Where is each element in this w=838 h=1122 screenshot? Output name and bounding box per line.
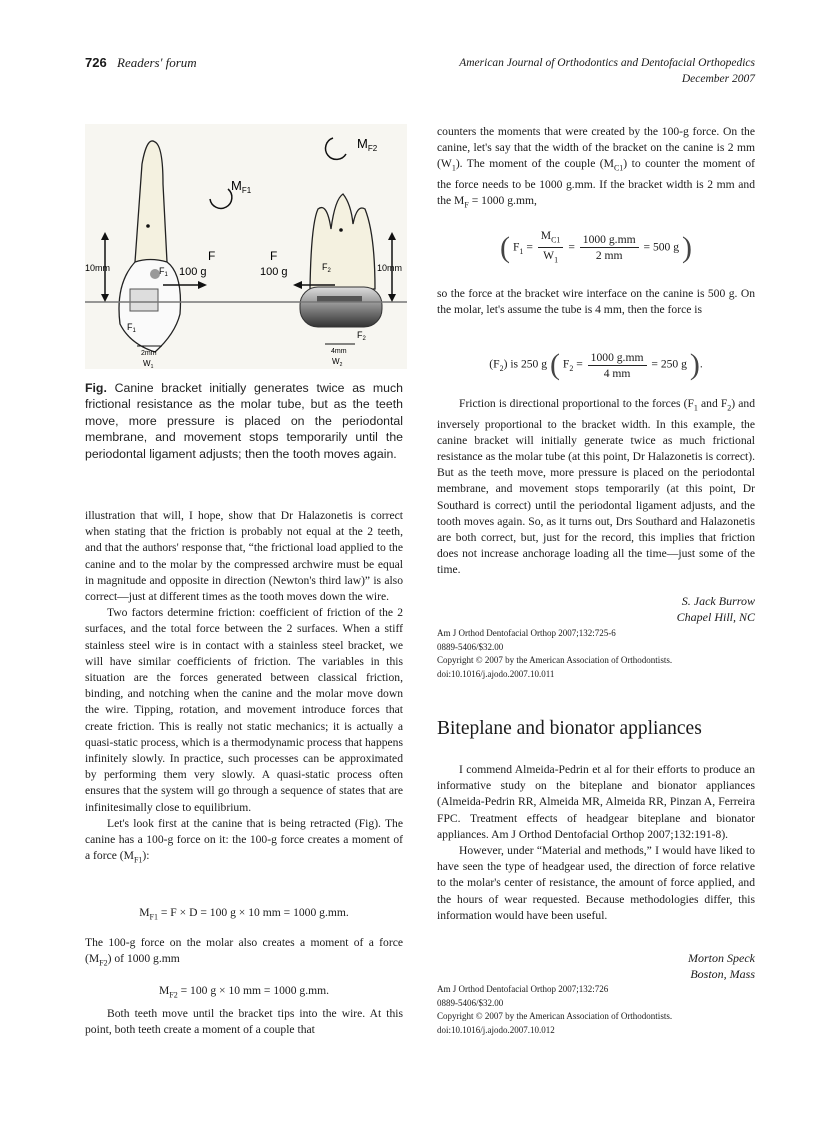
paragraph	[437, 286, 755, 318]
author-name: S. Jack Burrow	[681, 594, 755, 608]
force-label-right: F	[270, 249, 278, 263]
fraction	[538, 228, 564, 268]
f1-top-label: $F_1$	[159, 266, 168, 278]
subscript: F1	[149, 912, 158, 922]
eq-term: W	[543, 249, 555, 263]
text-run: = 1000 g.mm,	[468, 194, 537, 208]
eq-sign: =	[576, 357, 583, 371]
force-label-left: F	[208, 249, 216, 263]
citation-block-1	[437, 627, 755, 681]
eq-term: ) is 250 g	[503, 357, 548, 371]
issue-date: December 2007	[681, 73, 755, 85]
text-run: Both teeth move until the bracket tips into the wire. At this point, both teeth create a moment of a couple that	[85, 1007, 403, 1037]
w2-value: 4mm	[331, 348, 347, 355]
citation-line: Copyright © 2007 by the American Association of Orthodontists.	[437, 655, 673, 665]
fraction	[588, 350, 647, 381]
molar-tube-slot	[317, 296, 362, 302]
f2-bottom-label: $F_2$	[357, 330, 366, 342]
paragraph	[437, 762, 755, 843]
text-run: Friction is directional proportional to the forces (F	[459, 397, 694, 410]
eq-term: (F	[489, 357, 500, 371]
numerator: 1000 g.mm	[580, 232, 639, 248]
paragraph	[437, 843, 755, 924]
f1-bottom-label: $F_1$	[127, 322, 136, 334]
citation-line: doi:10.1016/j.ajodo.2007.10.012	[437, 1024, 555, 1035]
text-run: M	[158, 984, 170, 997]
text-run: M	[139, 906, 150, 919]
molar-crown-tube	[300, 287, 382, 327]
citation-line: Am J Orthod Dentofacial Orthop 2007;132:725-6	[437, 628, 616, 638]
subscript: 1	[451, 163, 456, 173]
section-title: Readers' forum	[117, 55, 197, 70]
canine-center-dot	[146, 224, 150, 228]
fraction	[580, 232, 639, 263]
eq-term: F	[512, 240, 520, 254]
citation-line: Copyright © 2007 by the American Association of Orthodontists.	[437, 1011, 673, 1021]
journal-header	[459, 55, 755, 87]
author-signature-1	[437, 593, 755, 625]
paragraph	[437, 396, 755, 579]
eq-term: F	[562, 357, 570, 371]
text-run: = 100 g × 10 mm = 1000 g.mm.	[177, 984, 330, 997]
f2-top-label: $F_2$	[322, 262, 331, 274]
text-run: ) of 1000 g.mm	[107, 952, 180, 966]
w1-value: 2mm	[141, 350, 157, 357]
eq-sign: =	[526, 240, 533, 254]
author-location: Chapel Hill, NC	[676, 610, 755, 624]
eq-sub: 2	[499, 363, 504, 373]
caption-text: Canine bracket initially generates twice as much frictional resistance as the molar tube, but as the teeth move, more pressure is placed on the periodontal membrane, and movement stops temporarily until the periodontal ligament adjusts; then the tooth moves again.	[85, 381, 403, 461]
text-run: I commend Almeida-Pedrin et al for their efforts to produce an informative study on the biteplane and bionator appliances (Almeida-Pedrin RR, Almeida MR, Almeida RR, Pinzan A, Ferreira FPC. Treatment effects of headgear biteplane and bionator appliances. Am J Orthod Dentofacial Orthop 2007;132:191-8).	[437, 763, 755, 841]
text-run: The 100-g force on the molar also creates a moment of a force (M	[85, 936, 403, 966]
eq-sign: =	[568, 240, 575, 254]
numerator: 1000 g.mm	[588, 350, 647, 366]
text-run: ). The moment of the couple (M	[455, 157, 614, 171]
text-run: However, under “Material and methods,” I would have liked to have seen the type of headgear used, the direction of force relative to the molar's center of resistance, the amount of force applied, and the hours of wear requested. Because methodologies differ, this information would have been useful.	[437, 844, 755, 922]
caption-label: Fig.	[85, 381, 107, 395]
equation-mf1	[85, 906, 403, 921]
paragraph	[85, 605, 403, 816]
distance-label-right: 10mm	[377, 263, 403, 273]
text-run: Two factors determine friction: coefficient of friction of the 2 surfaces, and the total force between the 2 surfaces. When a stiff stainless steel wire is in contact with a stainless steel bracket, we will have similar coefficients of friction. The variables in this situation are the forces generated between classical friction, binding, and notching when the canine and the molar move down the wire. Tipping, rotation, and movement introduce forces that create friction. This is really not static mechanics; it is actually a quasi-static process, which is a thermodynamic process that happens infinitely slowly. In practice, such processes can be approximated by performing them very slowly. A quasi-static process often ensures that the system will go through a sequence of states that are infinitesimally close to equilibrium.	[85, 606, 403, 814]
eq-sub: C1	[551, 235, 561, 245]
force-value-right: 100 g	[260, 266, 288, 278]
equation-f1: ( $F_1$ = $\frac{M_{C1}}{W_1}$ = $\frac{1000 g.mm}{2 mm}$ = 500 g )	[437, 228, 755, 268]
text-run: Let's look first at the canine that is being retracted (Fig). The canine has a 100-g force on it: the 100-g force creates a moment of a force (M	[85, 816, 403, 863]
page-number: 726	[85, 55, 107, 70]
eq-sub: 1	[519, 246, 524, 256]
eq-result: = 250 g	[651, 357, 687, 371]
eq-sub: 1	[554, 255, 559, 265]
eq-term: .	[699, 357, 703, 371]
text-run: = F × D = 100 g × 10 mm = 1000 g.mm.	[157, 906, 349, 919]
text-run: counters the moments that were created by the 100-g force. On the canine, let's say that the width of the bracket on the canine is 2 mm (W	[437, 125, 755, 171]
denominator: 2 mm	[595, 249, 623, 263]
mf2-label: $M_{F2}$	[357, 136, 378, 153]
letter-body	[437, 762, 755, 924]
paragraph	[85, 508, 403, 605]
tooth-diagram-figure	[85, 124, 407, 369]
equation-mf2	[85, 984, 403, 999]
text-run: ) to counter the moment of the force needs to be 1000 g.mm. If the bracket width is 2 mm and the M	[437, 157, 755, 208]
eq-sub: 2	[569, 363, 574, 373]
paragraph	[85, 1006, 403, 1038]
text-run: illustration that will, I hope, show that Dr Halazonetis is correct when stating that the friction is probably not equal at the 2 teeth, and that the authors' response that, “the frictional load applied to the canine and to the molar by the compressed archwire must be equal in magnitude and opposite in direction (Newton's third law)” is also correct—just at different times as the tooth moves down the wire.	[85, 509, 403, 604]
subscript: F	[464, 200, 469, 210]
citation-line: 0889-5406/$32.00	[437, 641, 504, 652]
w2-label: $W_2$	[332, 357, 343, 368]
w1-label: $W_1$	[143, 359, 154, 369]
subscript: F1	[133, 855, 143, 865]
subscript: 2	[727, 403, 732, 413]
text-run: ) and inversely proportional to the bracket width. In this example, the canine bracket will initially generate twice as much frictional resistance as the molar tube (at this point, Dr Halazonetis is correct). But as the teeth move, more pressure is placed on the periodontal membrane, and movement stops temporarily (at this point, Dr Southard is correct) until the periodontal ligament adjusts, and the tooth moves again. So, as it turns out, Drs Southard and Halazonetis are both correct, but, just for the record, this implies that friction does not increase anchorage loading all the time—just some of the time.	[437, 397, 756, 577]
mf1-label: $M_{F1}$	[231, 178, 252, 195]
molar-center-dot	[339, 228, 343, 232]
denominator: 4 mm	[603, 366, 631, 380]
paragraph	[437, 124, 755, 214]
author-name: Morton Speck	[688, 951, 755, 965]
paragraph	[85, 816, 403, 869]
eq-result: = 500 g	[643, 240, 680, 254]
force-value-left: 100 g	[179, 266, 207, 278]
author-location: Boston, Mass	[690, 967, 755, 981]
text-run: and F	[697, 397, 728, 410]
letter-heading: Biteplane and bionator appliances	[437, 718, 702, 739]
author-signature-2	[437, 950, 755, 982]
citation-block-2	[437, 983, 755, 1037]
journal-name: American Journal of Orthodontics and Dentofacial Orthopedics	[459, 57, 755, 69]
canine-bracket	[130, 289, 158, 311]
subscript: 1	[693, 403, 698, 413]
distance-label-left: 10mm	[85, 263, 111, 273]
left-column-text	[85, 508, 403, 869]
text-run: ):	[142, 849, 150, 863]
eq-term: M	[540, 229, 552, 242]
citation-line: Am J Orthod Dentofacial Orthop 2007;132:726	[437, 984, 609, 994]
figure-caption	[85, 380, 403, 462]
subscript: C1	[613, 163, 624, 173]
subscript: F2	[99, 958, 108, 968]
citation-line: 0889-5406/$32.00	[437, 997, 504, 1008]
equation-f2: $(F_2)$ is 250 g ( $F_2$ = $\frac{1000 g.mm}{4 mm}$ = 250 g ).	[489, 348, 703, 381]
text-run: so the force at the bracket wire interface on the canine is 500 g. On the molar, let's assume the tube is 4 mm, then the force is	[437, 287, 755, 317]
citation-line: doi:10.1016/j.ajodo.2007.10.011	[437, 668, 555, 679]
subscript: F2	[169, 990, 178, 1000]
paragraph	[85, 935, 403, 972]
